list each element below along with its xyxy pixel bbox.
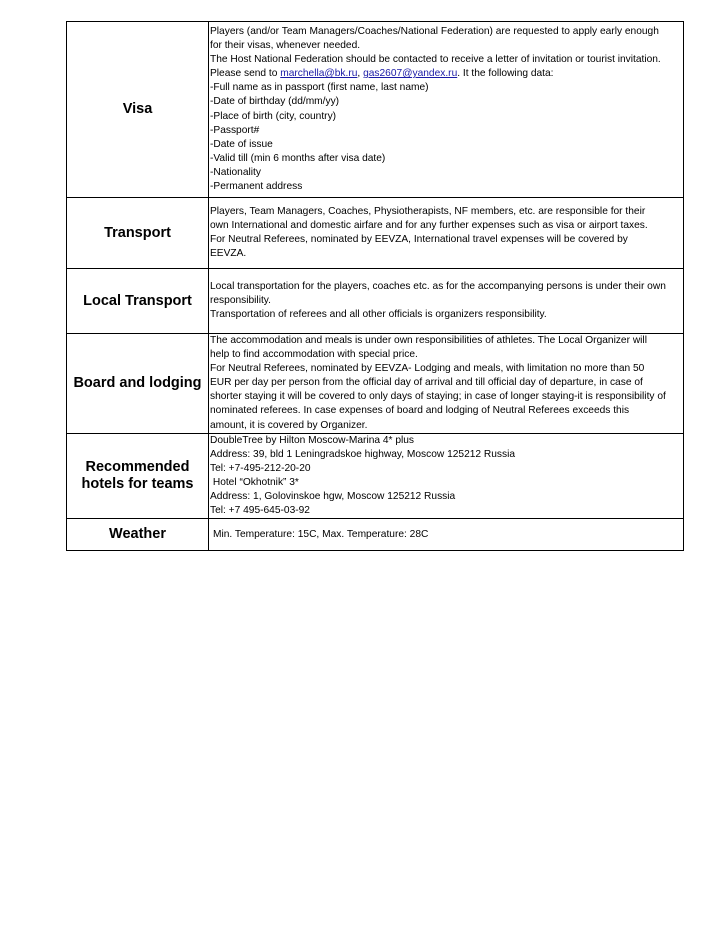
visa-data-item: -Permanent address [210,180,303,192]
board-lodging-row [67,334,684,434]
transport-text-line: own International and domestic airfare and for any further expenses such as visa or airport taxes. [210,219,648,231]
board-text-line: EUR per day per person from the official day of arrival and till official day of departure, in case of [210,377,643,389]
send-suffix: . It the following data: [457,68,554,80]
board-text-line: amount, it is covered by Organizer. [210,419,368,431]
transport-content [209,198,684,269]
hotels-heading-line: Recommended [85,458,190,475]
visa-data-item: -Place of birth (city, country) [210,110,337,122]
hotels-row [67,433,684,519]
hotel-address: Address: 1, Golovinskoe hgw, Moscow 125212 Russia [210,491,456,503]
hotel-phone: Tel: +7-495-212-20-20 [210,462,311,474]
email-link-marchella[interactable]: marchella@bk.ru [280,68,358,80]
visa-content [209,22,684,198]
local-transport-text-line: responsibility. [210,294,271,306]
hotels-heading [67,433,209,519]
local-transport-text-line: Transportation of referees and all other officials is organizers responsibility. [210,309,547,321]
local-transport-row [67,269,684,334]
board-lodging-content [209,334,684,434]
hotel-address: Address: 39, bld 1 Leningradskoe highway, Moscow 125212 Russia [210,448,516,460]
hotel-name: Hotel “Okhotnik” 3* [210,476,299,488]
weather-row [67,519,684,551]
hotel-phone: Tel: +7 495-645-03-92 [210,505,310,517]
send-prefix: Please send to [210,68,281,80]
info-table [66,21,684,551]
visa-data-item: -Nationality [210,166,261,178]
local-transport-text-line: Local transportation for the players, coaches etc. as for the accompanying persons is under their own [210,280,666,292]
visa-data-item: -Date of birthday (dd/mm/yy) [210,96,340,108]
weather-heading: Weather [67,519,209,551]
visa-data-item: -Full name as in passport (first name, last name) [210,82,429,94]
visa-text-line: Players (and/or Team Managers/Coaches/National Federation) are requested to apply early enough [210,25,659,37]
visa-data-item: -Valid till (min 6 months after visa date) [210,152,386,164]
hotel-name: DoubleTree by Hilton Moscow-Marina 4* plus [210,434,415,446]
hotels-content [209,433,684,519]
email-separator: , [357,68,364,80]
weather-content: Min. Temperature: 15C, Max. Temperature: 28C [209,519,684,551]
board-lodging-heading: Board and lodging [67,334,209,434]
visa-text-line: for their visas, whenever needed. [210,40,361,52]
board-text-line: The accommodation and meals is under own responsibilities of athletes. The Local Organizer will [210,335,647,346]
visa-send-line [210,67,681,81]
transport-text-line: Players, Team Managers, Coaches, Physiotherapists, NF members, etc. are responsible for their [210,205,646,217]
local-transport-content [209,269,684,334]
visa-text-line: The Host National Federation should be contacted to receive a letter of invitation or tourist invitation. [210,54,661,66]
email-link-gas2607[interactable]: gas2607@yandex.ru [363,68,458,80]
transport-text-line: For Neutral Referees, nominated by EEVZA, International travel expenses will be covered by [210,234,628,245]
visa-data-item: -Date of issue [210,138,273,150]
visa-row [67,22,684,198]
local-transport-heading: Local Transport [67,269,209,334]
visa-heading: Visa [67,22,209,198]
board-text-line: help to find accommodation with special price. [210,349,418,361]
board-text-line: shorter staying it will be covered to only days of staying; in case of longer staying-it is responsibility of [210,391,666,403]
hotels-heading-line: hotels for teams [81,475,194,492]
board-text-line: nominated referees. In case expenses of board and lodging of Neutral Referees exceeds this [210,405,630,417]
board-text-line: For Neutral Referees, nominated by EEVZA- Lodging and meals, with limitation no more than 50 [210,363,645,375]
transport-row [67,198,684,269]
transport-heading: Transport [67,198,209,269]
visa-data-item: -Passport# [210,124,260,136]
transport-text-line: EEVZA. [210,248,247,260]
